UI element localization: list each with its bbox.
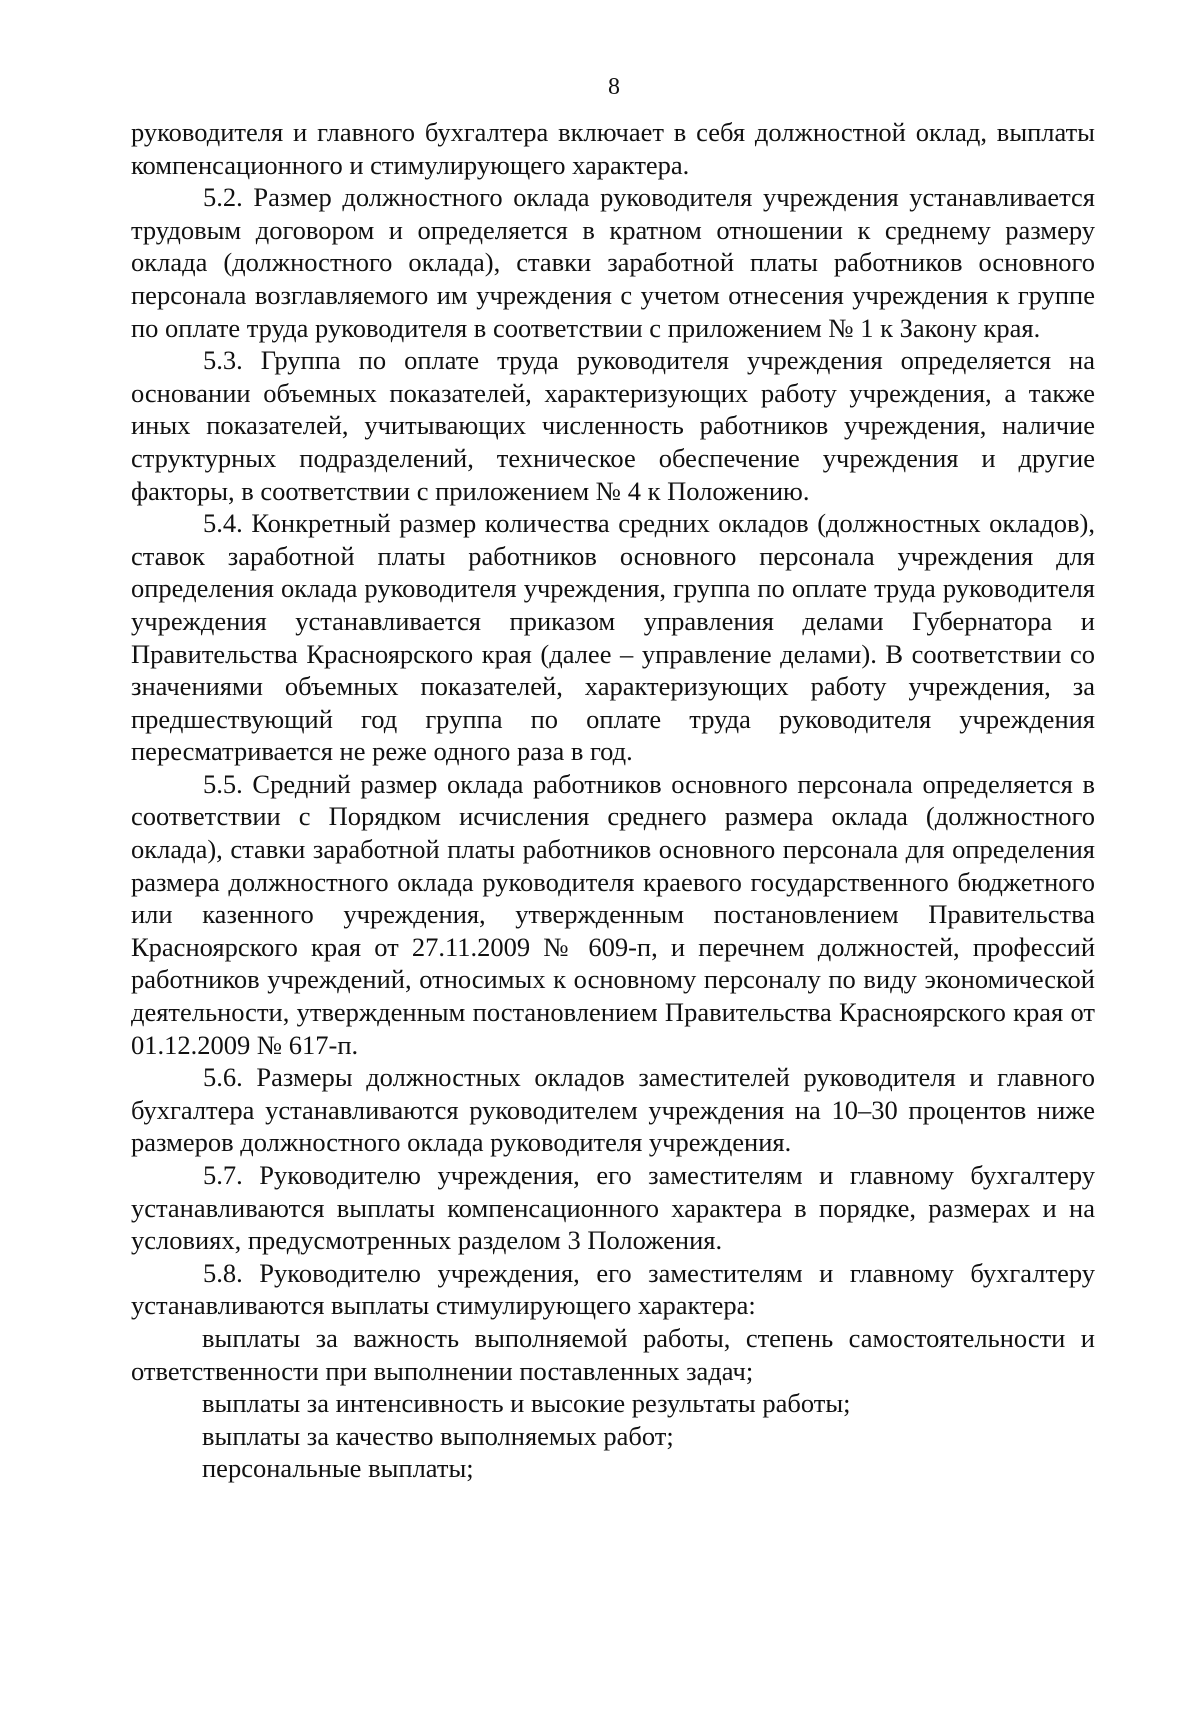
page-number: 8 xyxy=(608,74,620,100)
paragraph-5-5: 5.5. Средний размер оклада работников основного персонала определяется в соответствии с Порядком исчисления среднего размера оклада (должностного оклада), ставки заработной платы работников основного персонала для определения размера должностного оклада руководителя краевого государственного бюджетного или казенного учреждения, утвержденным постановлением Правительства Красноярского края от 27.11.2009 № 609-п, и перечнем должностей, профессий работников учреждений, относимых к основному персоналу по виду экономической деятельности, утвержденным постановлением Правительства Красноярского края от 01.12.2009 № 617-п. xyxy=(131,768,1095,1060)
list-item: выплаты за интенсивность и высокие результаты работы; xyxy=(202,1388,851,1419)
paragraph-5-3: 5.3. Группа по оплате труда руководителя учреждения определяется на основании объемных показателей, характеризующих работу учреждения, а также иных показателей, учитывающих численность работников учреждения, наличие структурных подразделений, техническое обеспечение учреждения и другие факторы, в соответствии с приложением № 4 к Положению. xyxy=(131,345,1095,506)
paragraph-5-6: 5.6. Размеры должностных окладов заместителей руководителя и главного бухгалтера устанавливаются руководителем учреждения на 10–30 процентов ниже размеров должностного оклада руководителя учреждения. xyxy=(131,1062,1095,1158)
paragraph-5-8: 5.8. Руководителю учреждения, его заместителям и главному бухгалтеру устанавливаются выплаты стимулирующего характера: xyxy=(131,1257,1095,1321)
paragraph-5-4: 5.4. Конкретный размер количества средних окладов (должностных окладов), ставок заработной платы работников основного персонала учреждения для определения оклада руководителя учреждения, группа по оплате труда руководителя учреждения устанавливается приказом управления делами Губернатора и Правительства Красноярского края (далее – управление делами). В соответствии со значениями объемных показателей, характеризующих работу учреждения, за предшествующий год группа по оплате труда руководителя учреждения пересматривается не реже одного раза в год. xyxy=(131,508,1095,767)
paragraph-5-7: 5.7. Руководителю учреждения, его заместителям и главному бухгалтеру устанавливаются выплаты компенсационного характера в порядке, размерах и на условиях, предусмотренных разделом 3 Положения. xyxy=(131,1160,1095,1256)
list-item: выплаты за важность выполняемой работы, степень самостоятельности и ответственности при выполнении поставленных задач; xyxy=(131,1322,1095,1386)
document-body xyxy=(131,116,1095,1485)
paragraph-5-2: 5.2. Размер должностного оклада руководителя учреждения устанавливается трудовым договором и определяется в кратном отношении к среднему размеру оклада (должностного оклада), ставки заработной платы работников основного персонала возглавляемого им учреждения с учетом отнесения учреждения к группе по оплате труда руководителя в соответствии с приложением № 1 к Закону края. xyxy=(131,182,1095,343)
paragraph-continuation: руководителя и главного бухгалтера включает в себя должностной оклад, выплаты компенсационного и стимулирующего характера. xyxy=(131,117,1095,180)
list-item: выплаты за качество выполняемых работ; xyxy=(202,1420,674,1451)
list-item: персональные выплаты; xyxy=(202,1453,474,1484)
